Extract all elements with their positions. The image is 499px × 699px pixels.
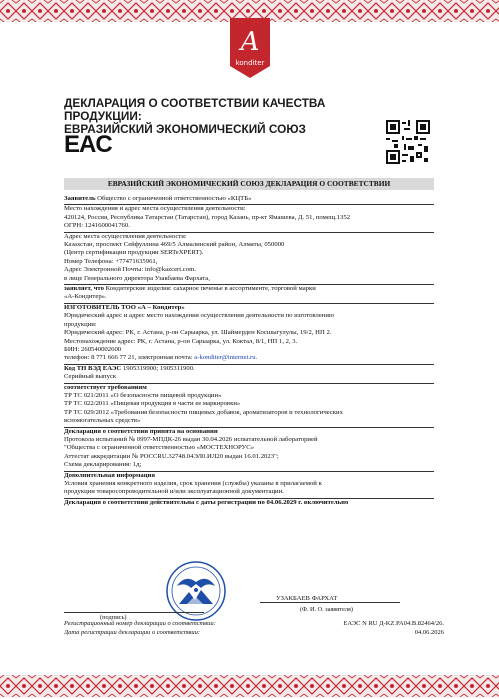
validity-statement: Декларация о соответствии действительна с даты регистрации по 04.06.2029 г. включительно: [64, 498, 349, 506]
requirements-label: соответствует требованиям: [64, 383, 147, 391]
basis-accreditation: Аттестат аккредитации № POCCRU.32748.04ЭЛ0.ИЛ20 выдан 16.01.2023";: [64, 452, 279, 460]
declares-row: [64, 285, 434, 293]
declares-text: Кондитерские изделия: сахарное печенье в ассортименте, торговой марки: [105, 285, 316, 293]
tnved-label: Код ТН ВЭД ЕАЭС: [64, 364, 122, 372]
activity-address: Казахстан, проспект Сейфуллина 469/5 Алмалинский район, Алматы, 050000: [64, 241, 285, 249]
requirement-item: ТР ТС 029/2012 «Требования безопасности пищевых добавок, ароматизаторов и технологических: [64, 408, 343, 416]
signature-line: [64, 612, 204, 613]
requirement-item: ТР ТС 022/2011 «Пищевая продукция в части ее маркировки»: [64, 400, 241, 408]
signer-name: УЗАКБАЕВ ФАРХАТ: [276, 595, 338, 602]
ornament-border-bottom: [0, 675, 499, 697]
qr-code-icon: [386, 120, 430, 164]
basis-lab: "Общества с ограниченной ответственностью «МОСТЕХНОРУС»: [64, 444, 255, 452]
logo-letter: A: [240, 27, 260, 57]
declarant-phone: Номер Телефона: +77471635961,: [64, 257, 158, 265]
activity-address-label: Адрес места осуществления деятельности:: [64, 232, 187, 240]
declarant-email-row: [64, 266, 434, 274]
manufacturer-legal: Юридический адрес: РК, г. Астана, р-он Сарыарка, ул. Шаймерден Косшыгулулы, 19/2, НП 2.: [64, 329, 332, 337]
page-title: [64, 97, 404, 136]
basis-label: Декларация о соответствии принята на основании: [64, 427, 218, 435]
logo-subtitle: konditer: [235, 59, 265, 67]
title-line-2: ЕВРАЗИЙСКИЙ ЭКОНОМИЧЕСКИЙ СОЮЗ: [64, 122, 306, 136]
additional-line-1: Условия хранения конкретного изделия, срок хранения (службы) указаны в прилагаемой к: [64, 480, 322, 487]
eac-mark: EAC: [64, 131, 112, 158]
declarant-person: в лице Генерального директора Узакбаева Фархата,: [64, 274, 210, 282]
registration-date: 04.06.2026: [414, 628, 444, 636]
tnved-row: [64, 365, 434, 373]
declarant-address-label: Место нахождения и адрес места осуществления деятельности:: [64, 205, 246, 213]
manufacturer-label: ИЗГОТОВИТЕЛЬ ТОО «А – Кондитер»: [64, 303, 185, 311]
declaration-body: [64, 195, 434, 507]
basis-scheme: Схема декларирования: 1д;: [64, 461, 142, 469]
requirement-item: вспомогательных средств»: [64, 417, 141, 425]
additional-line-2: продукции товаросопроводительной и/или эксплуатационной документации.: [64, 488, 284, 496]
declarant-email: info@kazcert.com.: [144, 266, 196, 274]
signer-name-caption: (Ф. И. О. заявителя): [300, 606, 353, 613]
registration-number-row: [64, 620, 444, 629]
registration-date-row: [64, 629, 444, 638]
declares-brand: «А-Кондитер».: [64, 293, 107, 301]
registration-date-label: Дата регистрации декларации о соответствии:: [64, 628, 201, 636]
registration-number-label: Регистрационный номер декларации о соответствии:: [64, 620, 216, 627]
signer-name-line: [260, 602, 400, 603]
serial-release: Серийный выпуск: [64, 373, 117, 381]
manufacturer-bin: БИН: 260540002600: [64, 345, 122, 353]
manufacturer-location: Местонахождение адрес: РК, г. Астана, р-он Сарыарка, ул. Коктал, 8/1, НП 1, 2, 3.: [64, 337, 298, 345]
additional-label: Дополнительная информация: [64, 471, 156, 479]
registration-number: ЕАЭС N RU Д-KZ.PA04.B.82464/26.: [343, 620, 444, 627]
requirement-item: ТР ТС 021/2011 «О безопасности пищевой продукции»: [64, 391, 222, 399]
declarant-name: Общество с ограниченной ответственностью «КЦТБ»: [97, 195, 252, 202]
declarant-email-label: Адрес Электронной Почты:: [64, 266, 144, 274]
declares-label: заявляет, что: [64, 285, 104, 293]
title-line-1: ДЕКЛАРАЦИЯ О СООТВЕТСТВИИ КАЧЕСТВА ПРОДУКЦИИ:: [64, 96, 326, 123]
manufacturer-addr-label-2: продукции:: [64, 320, 97, 328]
manufacturer-contact-row: [64, 354, 434, 362]
declarant-row: [64, 195, 434, 203]
manufacturer-phone: телефон: 8 771 666 77 21, электронная почта:: [64, 354, 193, 362]
declarant-address: 420124, Россия, Республика Татарстан (Татарстан), город Казань, пр-кт Ямашева, Д. 51, помещ.1352: [64, 213, 351, 221]
declarant-label: Заявитель: [64, 195, 96, 202]
signature-caption: (подпись): [100, 614, 127, 621]
manufacturer-email-link[interactable]: a-konditer@internet.ru.: [194, 354, 258, 362]
manufacturer-addr-label: Юридический адрес и адрес место нахождения осуществления деятельности по изготовлению: [64, 312, 334, 320]
basis-protocol: Протокола испытаний № 0997-МПДК-26 выдан 30.04.2026 испытательной лабораторией: [64, 435, 318, 443]
tnved-codes: 1905319900; 1905311900.: [122, 364, 195, 372]
declarant-ogrn: ОГРН: 1241600041760.: [64, 222, 130, 230]
registration-footer: [64, 620, 444, 637]
declaration-header: ЕВРАЗИЙСКИЙ ЭКОНОМИЧЕСКИЙ СОЮЗ ДЕКЛАРАЦИЯ О СООТВЕТСТВИИ: [64, 178, 434, 190]
cert-center: (Центр сертификации продукции SERTeXPERT).: [64, 249, 204, 257]
konditer-logo: [230, 18, 270, 78]
